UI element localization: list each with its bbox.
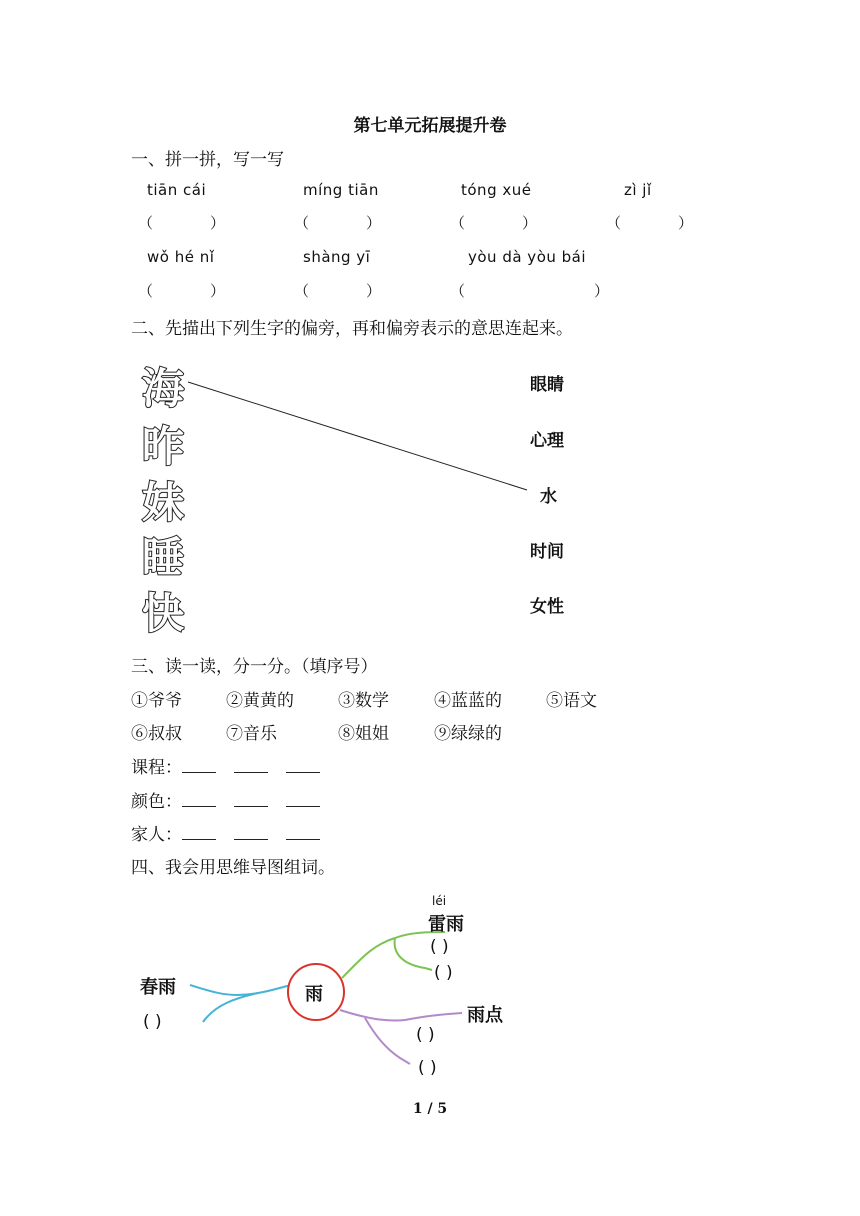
pinyin-zi-ji: zì jǐ [624,181,652,199]
char-zuo: 昨 [142,422,185,471]
meaning-eyes: 眼睛 [530,375,564,395]
pinyin-you-da-you-bai: yòu dà yòu bái [468,248,587,266]
answer-paren-4-open: （ [606,214,622,232]
answer-paren-3-close: ） [522,214,538,232]
pinyin-tong-xue: tóng xué [461,181,532,199]
mind-map-top-pinyin: léi [432,894,447,908]
item-3: ③数学 [338,691,389,711]
item-8: ⑧姐姐 [338,724,389,744]
answer-paren-5-close: ） [210,282,226,300]
mind-map-bottom-blank-2[interactable]: ( ) [418,1058,437,1078]
q3-heading: 三、读一读，分一分。（填序号） [131,657,378,677]
mind-map-top-word: 雷雨 [428,914,464,935]
meaning-mind: 心理 [530,431,564,451]
meaning-female: 女性 [530,597,564,617]
answer-paren-6-close: ） [366,282,382,300]
item-7: ⑦音乐 [226,724,277,744]
mind-map-top-blank-2[interactable]: ( ) [434,963,453,983]
answer-paren-4-close: ） [678,214,694,232]
item-9: ⑨绿绿的 [434,724,502,744]
q1-heading: 一、拼一拼，写一写 [131,150,284,170]
mind-map-left-word: 春雨 [140,977,176,998]
category-colors-label: 颜色： [131,792,182,812]
answer-paren-7-open: （ [450,282,466,300]
item-6: ⑥叔叔 [131,724,182,744]
item-1: ①爷爷 [131,691,182,711]
item-4: ④蓝蓝的 [434,691,502,711]
item-2: ②黄黄的 [226,691,294,711]
char-kuai: 快 [142,589,185,638]
mind-map-bottom-blank-1[interactable]: ( ) [416,1025,435,1045]
pinyin-wo-he-ni: wǒ hé nǐ [147,248,215,266]
category-courses-label: 课程： [131,758,182,778]
answer-paren-2-close: ） [366,214,382,232]
mind-map-top-blank-1[interactable]: ( ) [430,937,449,957]
answer-paren-3-open: （ [450,214,466,232]
char-shui: 睡 [142,533,185,582]
answer-paren-1-close: ） [210,214,226,232]
answer-paren-5-open: （ [138,282,154,300]
char-hai-text: 海 [142,364,185,413]
pinyin-tian-cai: tiān cái [147,181,207,199]
char-mei: 妹 [142,478,185,527]
meaning-water: 水 [540,487,557,507]
pinyin-ming-tian: míng tiān [303,181,379,199]
q2-heading: 二、先描出下列生字的偏旁，再和偏旁表示的意思连起来。 [131,319,573,339]
page-title: 第七单元拓展提升卷 [353,116,507,136]
answer-paren-6-open: （ [294,282,310,300]
mind-map-center: 雨 [305,984,323,1005]
page-number: 1 / 5 [412,1101,448,1117]
category-family-label: 家人： [131,825,182,845]
answer-paren-1-open: （ [138,214,154,232]
mind-map-left-blank[interactable]: ( ) [143,1012,162,1032]
answer-paren-2-open: （ [294,214,310,232]
q4-heading: 四、我会用思维导图组词。 [131,858,335,878]
item-5: ⑤语文 [546,691,597,711]
meaning-time: 时间 [530,542,564,562]
mind-map-bottom-word: 雨点 [467,1005,503,1026]
pinyin-shang-yi: shàng yī [303,248,371,266]
answer-paren-7-close: ） [594,282,610,300]
